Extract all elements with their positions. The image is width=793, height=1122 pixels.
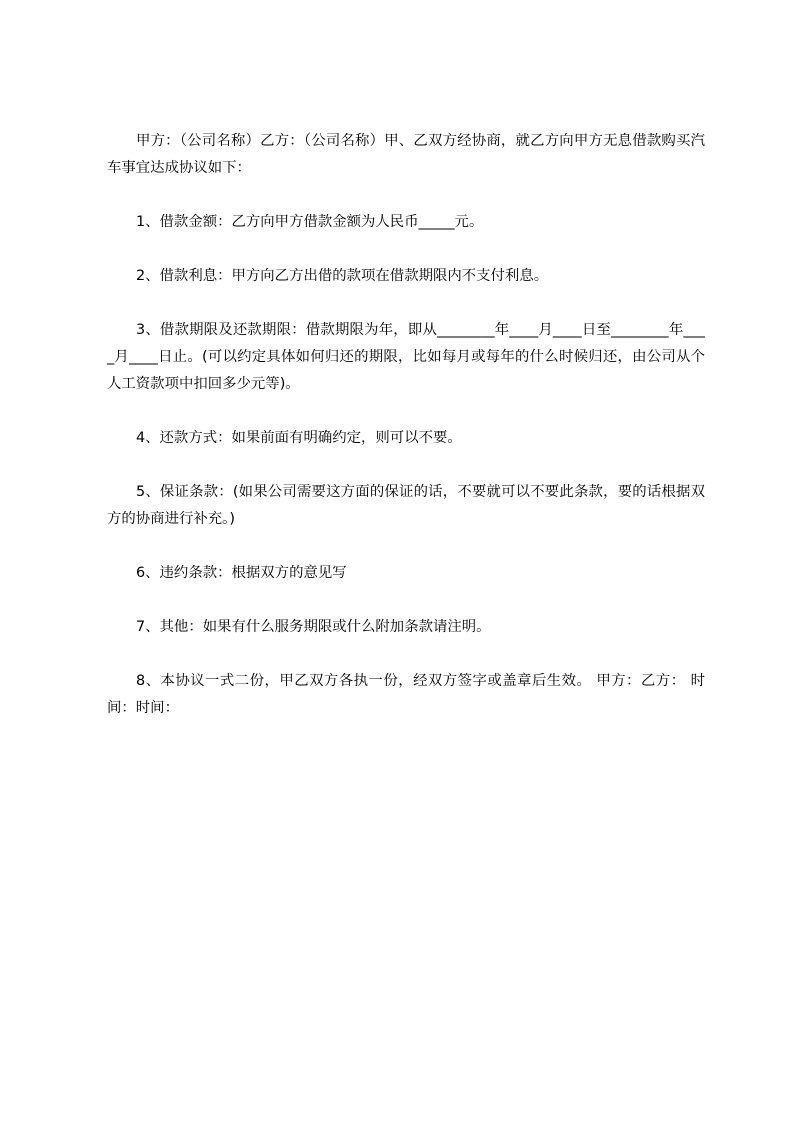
clause-loan-term: 3、借款期限及还款期限：借款期限为年，即从________年____月____日至________年____月____日止。(可以约定具体如何归还的期限，比如每月或每年的什么时候归还，由公司从个人工资款项中扣回多少元等)。	[107, 322, 705, 392]
clause-guarantee: 5、保证条款：(如果公司需要这方面的保证的话，不要就可以不要此条款，要的话根据双方的协商进行补充。)	[107, 484, 705, 527]
clause-breach: 6、违约条款：根据双方的意见写	[136, 565, 347, 581]
intro-paragraph: 甲方：（公司名称）乙方：（公司名称）甲、乙双方经协商，就乙方向甲方无息借款购买汽车事宜达成协议如下：	[107, 133, 705, 176]
clause-loan-amount: 1、借款金额：乙方向甲方借款金额为人民币_____元。	[136, 214, 484, 230]
document-body	[107, 128, 705, 749]
clause-repayment-method: 4、还款方式：如果前面有明确约定，则可以不要。	[136, 430, 462, 446]
clause-loan-interest: 2、借款利息：甲方向乙方出借的款项在借款期限内不支付利息。	[136, 268, 549, 284]
clause-signature: 8、本协议一式二份，甲乙双方各执一份，经双方签字或盖章后生效。 甲方：乙方： 时间：时间：	[107, 673, 705, 716]
clause-other: 7、其他：如果有什么服务期限或什么附加条款请注明。	[136, 619, 491, 635]
